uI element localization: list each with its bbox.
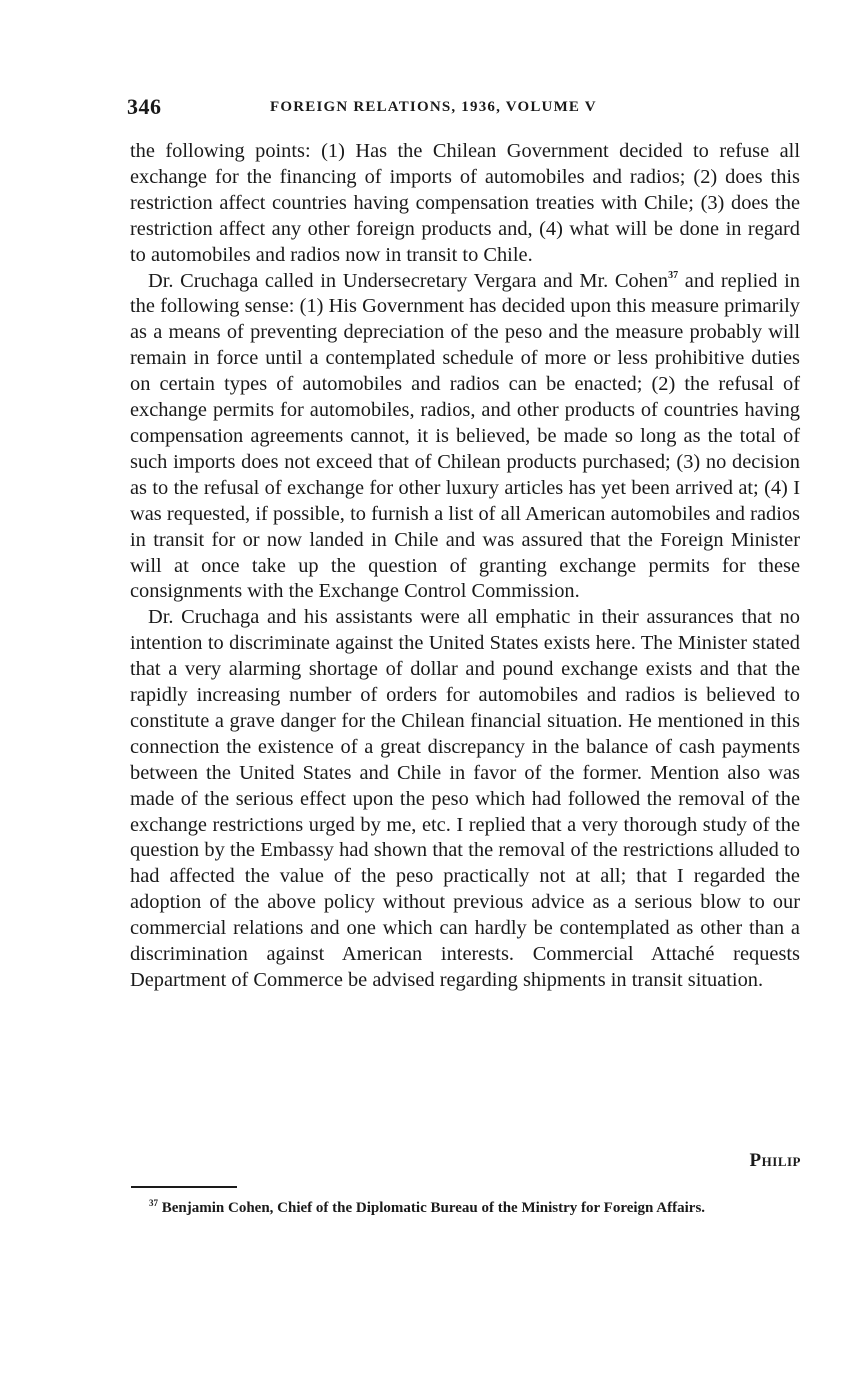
running-head: FOREIGN RELATIONS, 1936, VOLUME V	[270, 99, 597, 115]
body-text	[130, 139, 800, 994]
paragraph-3: Dr. Cruchaga and his assistants were all emphatic in their assurances that no intention to discriminate against the United States exists here. The Minister stated that a very alarming shortage of dollar and pound exchange exists and that the rapidly increasing number of orders for automobiles and radios is believed to constitute a grave danger for the Chilean financial situation. He mentioned in this connection the existence of a great discrepancy in the balance of cash payments between the United States and Chile in favor of the former. Mention also was made of the serious effect upon the peso which had followed the removal of the exchange restrictions urged by me, etc. I replied that a very thorough study of the question by the Embassy had shown that the removal of the restrictions alluded to had affected the value of the peso practically not at all; that I regarded the adoption of the above policy without previous advice as a serious blow to our commercial relations and one which can hardly be contemplated as other than a discrimination against American interests. Commercial Attaché requests Department of Commerce be advised regarding shipments in transit situation.	[130, 606, 800, 991]
footnote	[131, 1198, 801, 1218]
footnote-mark: 37	[149, 1198, 158, 1208]
footnote-divider	[131, 1186, 237, 1188]
signature: Philip	[749, 1150, 801, 1171]
page-header	[127, 94, 799, 124]
paragraph-2-rest: and replied in the following sense: (1) His Government has decided upon this measure primarily as a means of preventing depreciation of the peso and the measure probably will remain in force until a contemplated schedule of more or less prohibitive duties on certain types of automobiles and radios can be enacted; (2) the refusal of exchange permits for automobiles, radios, and other products of countries having compensation agreements cannot, it is believed, be made so long as the total of such imports does not exceed that of Chilean products purchased; (3) no decision as to the refusal of exchange for other luxury articles has yet been arrived at; (4) I was requested, if possible, to furnish a list of all American automobiles and radios in transit for or now landed in Chile and was assured that the Foreign Minister will at once take up the question of granting exchange permits for these consignments with the Exchange Control Commission.	[130, 269, 800, 603]
footnote-reference: 37	[668, 269, 679, 281]
paragraph-1: the following points: (1) Has the Chilean Government decided to refuse all exchange for the financing of imports of automobiles and radios; (2) does this restriction affect countries having compensation treaties with Chile; (3) does the restriction affect any other foreign products and, (4) what will be done in regard to automobiles and radios now in transit to Chile.	[130, 140, 800, 266]
footnote-text: Benjamin Cohen, Chief of the Diplomatic Bureau of the Ministry for Foreign Affairs.	[161, 1200, 706, 1216]
page-number: 346	[127, 94, 162, 119]
paragraph-2-lead: Dr. Cruchaga called in Undersecretary Vergara and Mr. Cohen	[148, 269, 669, 292]
paragraph-2	[130, 269, 800, 606]
